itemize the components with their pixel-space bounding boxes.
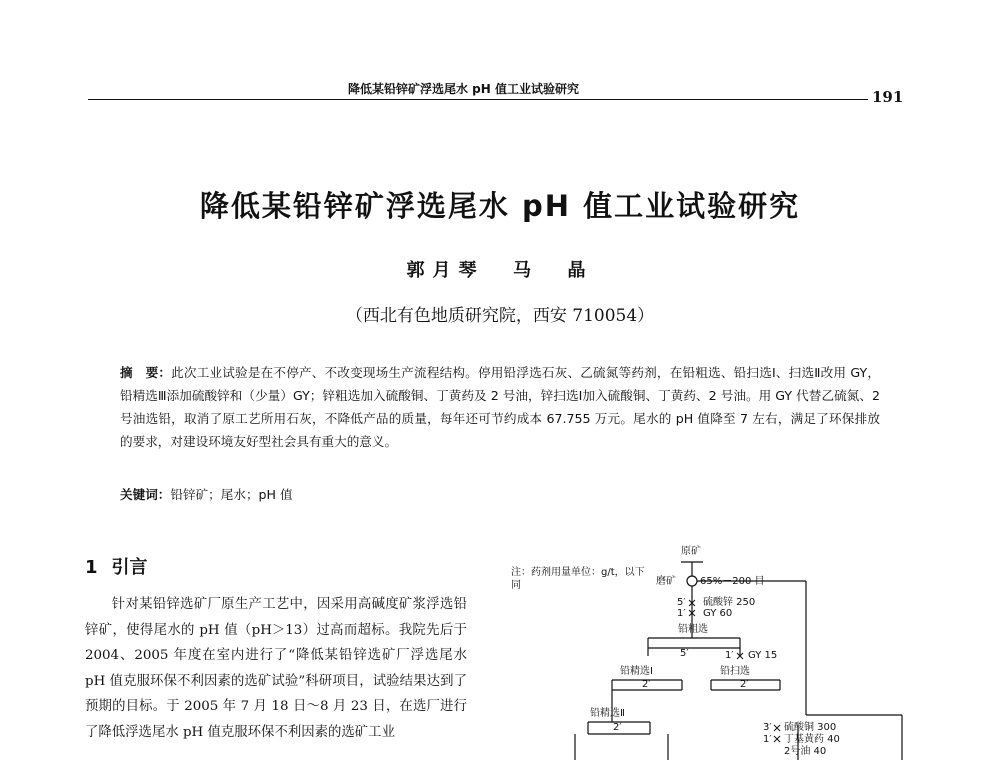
keywords [120, 484, 880, 503]
label-raw-ore: 原矿 [681, 546, 701, 557]
label-time-2b: 2′ [740, 679, 749, 690]
running-header [0, 80, 1000, 104]
label-gy15: GY 15 [748, 650, 778, 661]
abstract-text: 此次工业试验是在不停产、不改变现场生产流程结构。停用铅浮选石灰、乙硫氮等药剂，在铅粗选、铅扫选Ⅰ、扫选Ⅱ改用 GY，铅精选Ⅲ添加硫酸锌和（少量）GY；锌粗选加入硫酸铜、丁黄药及 2 号油，锌扫选Ⅰ加入硫酸铜、丁黄药、2 号油。用 GY 代替乙硫氮、2 号油选铅，取消了原工艺所用石灰，不降低产品的质量，每年还可节约成本 67.755 万元。尾水的 pH 值降至 7 左右，满足了环保排放的要求，对建设环境友好型社会具有重大的意义。 [120, 365, 880, 449]
header-rule [88, 99, 868, 100]
page-number: 191 [872, 88, 904, 106]
affiliation: （西北有色地质研究院，西安 710054） [345, 306, 655, 326]
label-time-1: 1′ [677, 608, 686, 619]
label-cuso4: 硫酸铜 300 [784, 722, 837, 733]
label-time-5: 5′ [677, 597, 686, 608]
section-title: 引言 [111, 557, 148, 578]
label-oil: 2号油 40 [784, 746, 827, 757]
label-pb-rougher: 铅粗选 [678, 624, 708, 635]
paper-title: 降低某铅锌矿浮选尾水 pH 值工业试验研究 [199, 189, 801, 223]
label-time-2a: 2′ [642, 679, 651, 690]
body-column [85, 592, 467, 746]
label-time-2c: 2′ [613, 722, 622, 733]
label-grind-size: 65%－200 目 [700, 576, 765, 587]
label-time-1b: 1′ [725, 650, 734, 661]
intro-paragraph: 针对某铅锌选矿厂原生产工艺中，因采用高碱度矿浆浮选铅锌矿，使得尾水的 pH 值（pH＞13）过高而超标。我院先后于 2004、2005 年度在室内进行了“降低某铅锌选矿厂浮选尾水 pH 值克服环保不利因素的选矿试验”科研项目，试验结果达到了预期的目标。于 2005 年 7 月 18 日～8 月 23 日，在选厂进行了降低浮选尾水 pH 值克服环保不利因素的选矿工业 [85, 597, 467, 740]
abstract-label: 摘 要： [120, 365, 172, 380]
label-xanthate: 丁基黄药 40 [784, 734, 840, 745]
keywords-label: 关键词： [120, 487, 171, 502]
section-heading [85, 553, 148, 579]
label-pb-scavenger: 铅扫选 [720, 666, 750, 677]
label-grinding: 磨矿 [656, 576, 676, 587]
abstract [120, 361, 880, 453]
running-title: 降低某铅锌矿浮选尾水 pH 值工业试验研究 [348, 82, 579, 96]
label-time-3: 3′ [763, 722, 772, 733]
label-time-5b: 5′ [680, 648, 689, 659]
section-number: 1 [85, 557, 98, 578]
flowsheet-figure [500, 540, 920, 760]
label-time-1c: 1′ [763, 734, 772, 745]
flowsheet-note: 注：药剂用量单位：g/t，以下同 [511, 567, 645, 591]
label-pb-cleaner-1: 铅精选Ⅰ [620, 666, 653, 677]
label-pb-cleaner-2: 铅精选Ⅱ [590, 708, 625, 719]
label-gy60: GY 60 [703, 608, 733, 619]
authors: 郭月琴 马 晶 [406, 260, 594, 281]
label-znso4: 硫酸锌 250 [703, 597, 756, 608]
keywords-text: 铅锌矿；尾水；pH 值 [170, 487, 293, 502]
